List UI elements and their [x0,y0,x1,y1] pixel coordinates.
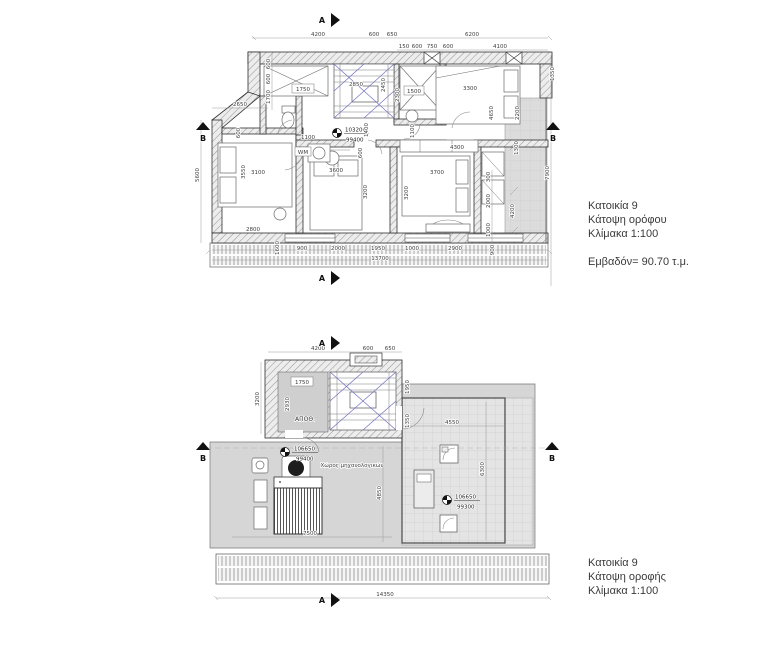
level-value-lower: 99400 [346,137,364,144]
dim: 1100 [410,124,416,138]
section-marker-a-top-roof [319,336,340,350]
dim: 300 [486,171,492,183]
dim: 2200 [515,106,521,120]
svg-text:A: A [318,274,326,283]
dim: 2800 [246,227,260,233]
dim: 600 [266,58,272,70]
dim: 750 [426,44,438,50]
dim: 2450 [381,78,387,92]
dim: 3550 [241,165,247,179]
dim: 600 [368,32,380,38]
dim: 2000 [331,246,345,252]
dim: 4550 [445,420,459,426]
dim: 1700 [266,90,272,104]
dim: 3600 [329,168,343,174]
dim: 3100 [251,170,265,176]
dim: 3300 [463,86,477,92]
dim: 4850 [377,486,383,500]
dim: 650 [384,346,396,352]
dim: 4100 [493,44,507,50]
dim: 1400 [364,123,370,137]
dim: 3200 [363,185,369,199]
section-marker-a-top [319,13,340,27]
dim: 1600 [275,241,281,255]
area-value: Εμβαδόν= 90.70 τ.μ. [588,256,689,268]
level-value: 99400 [296,456,314,463]
section-marker-a-bottom [319,271,340,285]
dim: 600 [411,44,423,50]
dim: 650 [386,32,398,38]
dim: 3200 [404,186,410,200]
dim: 14350 [376,592,394,598]
roof-plan [196,336,559,607]
section-marker-b-left [196,122,210,143]
dim: 600 [266,73,272,85]
dim: 1500 [407,89,421,95]
dim: 4650 [489,106,495,120]
section-marker-b-right-roof [545,442,559,463]
svg-text:B: B [548,454,556,463]
dim: 4200 [311,346,325,352]
dim: 900 [296,246,308,252]
svg-text:B: B [199,134,207,143]
dim: 4200 [510,204,516,218]
dim: 150 [398,44,410,50]
dim: 1350 [405,414,411,428]
dim: 7900 [545,166,551,180]
dim: 3700 [430,170,444,176]
dim: 2930 [285,397,291,411]
drawing-scale: Κλίμακα 1:100 [588,585,659,597]
dim: 1100 [301,135,315,141]
dim: 600 [358,147,364,159]
dim: 1000 [405,246,419,252]
section-marker-b-left-roof [196,442,210,463]
dim: 2300 [395,88,401,102]
pergola [216,554,549,584]
dim: 7500 [303,531,317,537]
drawing-type: Κάτοψη οροφής [588,571,666,583]
dim: 600 [362,346,374,352]
dim: 1750 [296,87,310,93]
level-value: 99300 [457,504,475,511]
level-value: 106650 [455,494,476,501]
drawing-scale: Κλίμακα 1:100 [588,228,659,240]
title-block-floor [588,199,689,269]
wm-label: WM [297,150,309,156]
dim: 4300 [450,145,464,151]
door-opening [396,406,402,430]
upper-floor-plan [195,13,560,286]
drawing-type: Κάτοψη ορόφου [588,214,667,226]
mechanical-space-label: Χώρος μηχανολογικών [320,463,384,469]
svg-text:A: A [318,16,326,25]
dim: 2900 [448,246,462,252]
dim: 900 [490,244,496,256]
dim: 600 [442,44,454,50]
dim: 6200 [465,32,479,38]
dim: 1000 [486,223,492,237]
svg-text:B: B [549,134,557,143]
storage-label: ΑΠΟΘ. [295,416,315,423]
level-value-upper: 103200 [345,127,366,134]
dim: 6300 [480,462,486,476]
svg-text:B: B [199,454,207,463]
dim: 3200 [255,392,261,406]
title-block-roof [588,556,666,598]
residence-name: Κατοικία 9 [588,557,638,569]
dim: 2650 [233,102,247,108]
dim: 1750 [295,380,309,386]
dim: 1300 [514,141,520,155]
solar-collector [274,488,322,534]
dim: 2850 [349,82,363,88]
dim: 1950 [371,246,385,252]
section-marker-a-bottom-roof [319,593,340,607]
svg-text:A: A [318,339,326,348]
dim: 2000 [486,194,492,208]
dim: 4200 [311,32,325,38]
storage-door-opening [285,430,303,438]
level-value: 106650 [294,446,315,453]
dim: 1350 [550,67,556,81]
dim: 1950 [405,380,411,394]
residence-name: Κατοικία 9 [588,200,638,212]
dim: 13700 [371,256,389,262]
dim: 5600 [195,168,201,182]
solar-collector-header [274,477,322,488]
svg-text:A: A [318,596,326,605]
dim: 600 [236,127,242,139]
